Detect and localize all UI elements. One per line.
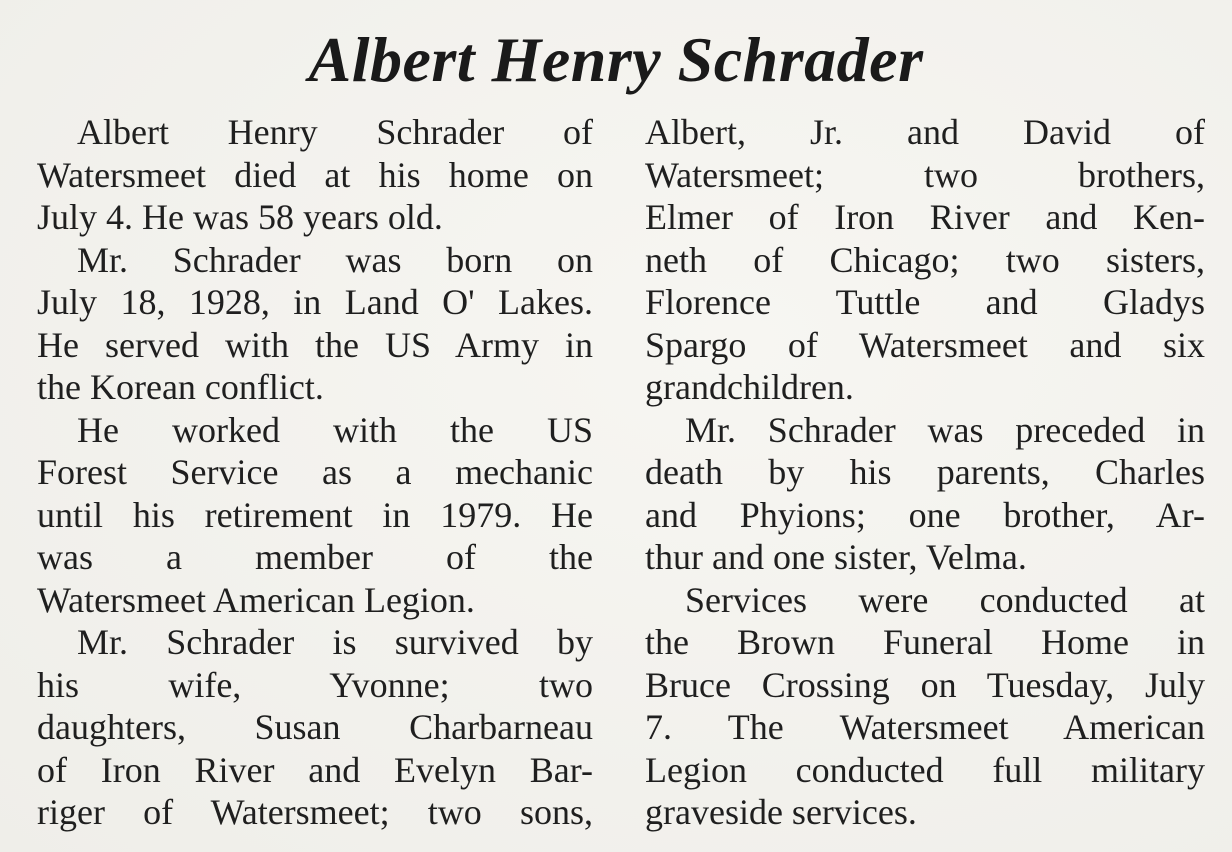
text-line: Bruce Crossing on Tuesday, July xyxy=(645,664,1205,705)
text-line: the Brown Funeral Home in xyxy=(645,622,1205,662)
text-line: thur and one sister, Velma. xyxy=(645,537,1027,577)
paragraph-survivors xyxy=(37,621,593,834)
text-line: grandchildren. xyxy=(645,367,854,407)
text-line: Elmer of Iron River and Ken- xyxy=(645,197,1205,237)
paragraph-survivors-continued xyxy=(645,111,1205,409)
text-line: He served with the US Army in xyxy=(37,324,593,365)
left-column xyxy=(37,111,593,834)
text-line: of Iron River and Evelyn Bar- xyxy=(37,749,593,790)
text-line: Spargo of Watersmeet and six xyxy=(645,324,1205,365)
text-line: until his retirement in 1979. He xyxy=(37,494,593,535)
text-line: 7. The Watersmeet American xyxy=(645,707,1205,747)
text-line: Forest Service as a mechanic xyxy=(37,452,593,492)
text-line: Watersmeet; two brothers, xyxy=(645,154,1205,195)
text-line: July 18, 1928, in Land O' Lakes. xyxy=(37,282,593,322)
paragraph-career xyxy=(37,409,593,622)
text-line: He worked with the US xyxy=(77,409,593,450)
paragraph-death-notice xyxy=(37,111,593,239)
text-line: Legion conducted full military xyxy=(645,749,1205,790)
text-line: July 4. He was 58 years old. xyxy=(37,197,443,237)
text-line: his wife, Yvonne; two xyxy=(37,664,593,705)
obituary-headline: Albert Henry Schrader xyxy=(308,24,924,95)
paragraph-birth-service xyxy=(37,239,593,409)
text-line: was a member of the xyxy=(37,537,593,577)
text-line: Mr. Schrader is survived by xyxy=(77,622,593,662)
text-line: neth of Chicago; two sisters, xyxy=(645,239,1205,280)
text-line: graveside services. xyxy=(645,792,917,832)
text-line: death by his parents, Charles xyxy=(645,452,1205,492)
text-line: Florence Tuttle and Gladys xyxy=(645,282,1205,322)
text-line: Watersmeet American Legion. xyxy=(37,579,475,620)
text-line: Albert, Jr. and David of xyxy=(645,112,1205,152)
text-line: Mr. Schrader was born on xyxy=(77,239,593,280)
text-line: Albert Henry Schrader of xyxy=(77,112,593,152)
right-column xyxy=(645,111,1205,834)
text-line: riger of Watersmeet; two sons, xyxy=(37,792,593,832)
text-line: daughters, Susan Charbarneau xyxy=(37,707,593,747)
text-line: the Korean conflict. xyxy=(37,367,324,407)
text-line: and Phyions; one brother, Ar- xyxy=(645,494,1205,535)
paragraph-services xyxy=(645,579,1205,834)
text-line: Services were conducted at xyxy=(685,579,1205,620)
paragraph-preceded-in-death xyxy=(645,409,1205,579)
text-line: Watersmeet died at his home on xyxy=(37,154,593,195)
text-line: Mr. Schrader was preceded in xyxy=(685,409,1205,450)
